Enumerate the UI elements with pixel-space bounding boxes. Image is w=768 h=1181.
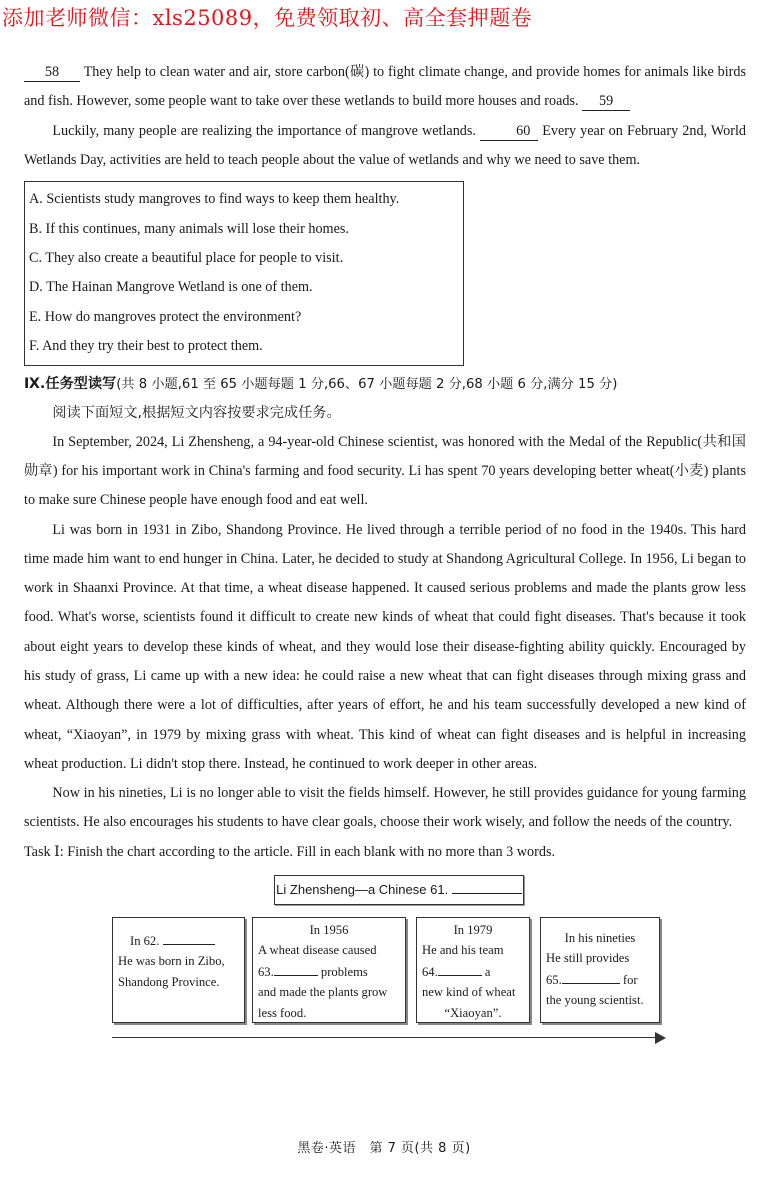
box4-line3-after: for xyxy=(622,972,638,987)
section-number: Ⅸ. xyxy=(24,375,46,392)
option-e: E. How do mangroves protect the environment? xyxy=(29,308,302,325)
option-f: F. And they try their best to protect them. xyxy=(29,338,263,355)
chart-box-2 xyxy=(252,917,406,1023)
chart xyxy=(24,867,746,1020)
blank-64[interactable] xyxy=(438,961,482,976)
blank-61[interactable] xyxy=(452,879,522,894)
box2-number: 63. xyxy=(258,964,274,979)
passage-paragraph-2-text-a: Luckily, many people are realizing the importance of mangrove wetlands. xyxy=(52,122,476,139)
task-text: Finish the chart according to the article. Fill in each blank with no more than 3 words. xyxy=(67,843,556,860)
box4-number: 65. xyxy=(546,972,562,987)
box3-number: 64. xyxy=(422,964,438,979)
box3-line4: “Xiaoyan”. xyxy=(444,1005,502,1020)
option-d: D. The Hainan Mangrove Wetland is one of them. xyxy=(29,279,313,296)
chart-box-3 xyxy=(416,917,530,1023)
blank-60[interactable]: 60 xyxy=(480,122,538,141)
chart-box-4 xyxy=(540,917,660,1023)
task-label: Task Ⅰ: xyxy=(24,843,64,860)
box2-line4: less food. xyxy=(258,1005,307,1020)
box2-line3: and made the plants grow xyxy=(258,985,388,1000)
box1-line2: He was born in Zibo, xyxy=(118,954,225,969)
article-paragraph-3: Now in his nineties, Li is no longer able to visit the fields himself. However, he still provides guidance for young farming scientists. He also encourages his students to have clear goals, choose their work wisely, and follow the needs of the country. xyxy=(24,785,746,831)
passage-paragraph-2 xyxy=(24,117,746,176)
box2-line1: A wheat disease caused xyxy=(258,943,377,958)
page-footer: 黑卷·英语 第 7 页(共 8 页) xyxy=(297,1141,471,1156)
box1-line1: In 62. xyxy=(130,933,160,948)
section-instruction: 阅读下面短文,根据短文内容按要求完成任务。 xyxy=(52,404,341,421)
timeline-arrow xyxy=(112,1037,657,1038)
blank-58[interactable]: 58 xyxy=(24,63,80,82)
chart-box-1 xyxy=(112,917,245,1023)
box3-line3: new kind of wheat xyxy=(422,985,516,1000)
blank-62[interactable] xyxy=(163,930,215,945)
blank-65[interactable] xyxy=(562,969,620,984)
chart-title-box xyxy=(274,875,524,905)
page-content xyxy=(24,58,747,1020)
option-c: C. They also create a beautiful place for people to visit. xyxy=(29,250,344,266)
box3-line1: He and his team xyxy=(422,943,504,958)
box4-line4: the young scientist. xyxy=(546,993,644,1008)
box2-header: In 1956 xyxy=(309,922,349,937)
article-paragraph-1: In September, 2024, Li Zhensheng, a 94-year-old Chinese scientist, was honored with the Medal of the Republic(共和国勋章) for his important work in China's farming and food security. Li has spent 70 years developing better wheat(小麦) plants to make sure Chinese people have enough food and eat well. xyxy=(24,433,746,509)
article-paragraph-2: Li was born in 1931 in Zibo, Shandong Province. He lived through a terrible period of no food in the 1940s. This hard time made him want to end hunger in China. Later, he decided to study at Shandong Agricultural College. In 1956, Li began to work in Shaanxi Province. At that time, a wheat disease happened. It caused serious problems and made the plants grow less food. What's worse, scientists found it difficult to create new kinds of wheat that could fight diseases. That's because it took about eight years to develop these kinds of wheat, and they would lose their disease-fighting ability quickly. Encouraged by his study of grass, Li came up with a new idea: he could raise a new wheat that can fight diseases through mixing grass and wheat. Although there were a lot of difficulties, after years of effort, he and his team successfully developed a new kind of wheat, “Xiaoyan”, in 1979 by mixing grass with wheat. This kind of wheat can fight diseases and is helpful in increasing wheat production. Li didn't stop there. Instead, he continued to work deeper in other areas. xyxy=(24,521,746,772)
section-heading xyxy=(24,370,746,399)
watermark-text: 添加老师微信：xls25089，免费领取初、高全套押题卷 xyxy=(2,6,533,30)
timeline-arrow-head xyxy=(655,1032,666,1044)
box1-line3: Shandong Province. xyxy=(118,974,220,989)
box3-header: In 1979 xyxy=(453,922,493,937)
box4-line2: He still provides xyxy=(546,951,630,966)
option-b: B. If this continues, many animals will lose their homes. xyxy=(29,220,349,237)
box4-line1: In his nineties xyxy=(564,930,636,945)
section-scoring: (共 8 小题,61 至 65 小题每题 1 分,66、67 小题每题 2 分,68 小题 6 分,满分 15 分) xyxy=(116,376,618,392)
blank-63[interactable] xyxy=(274,961,318,976)
passage-paragraph-1-text: They help to clean water and air, store carbon(碳) to fight climate change, and provide homes for animals like birds and fish. However, some people want to take over these wetlands to build more houses and roads. xyxy=(24,64,746,110)
options-box xyxy=(24,181,464,365)
option-a: A. Scientists study mangroves to find ways to keep them healthy. xyxy=(29,191,400,208)
chart-title: Li Zhensheng—a Chinese 61. xyxy=(276,881,449,897)
section-title: 任务型读写 xyxy=(45,375,117,392)
box3-line2-after: a xyxy=(484,964,491,979)
passage-paragraph-2-text-b: Every year on February 2nd, World Wetlands Day, activities are held to teach people about the value of wetlands and why we need to save them. xyxy=(24,122,747,168)
blank-59[interactable]: 59 xyxy=(582,92,630,111)
passage-paragraph-1 xyxy=(24,58,746,117)
box2-line2-after: problems xyxy=(320,964,368,979)
task-instruction xyxy=(24,838,746,867)
